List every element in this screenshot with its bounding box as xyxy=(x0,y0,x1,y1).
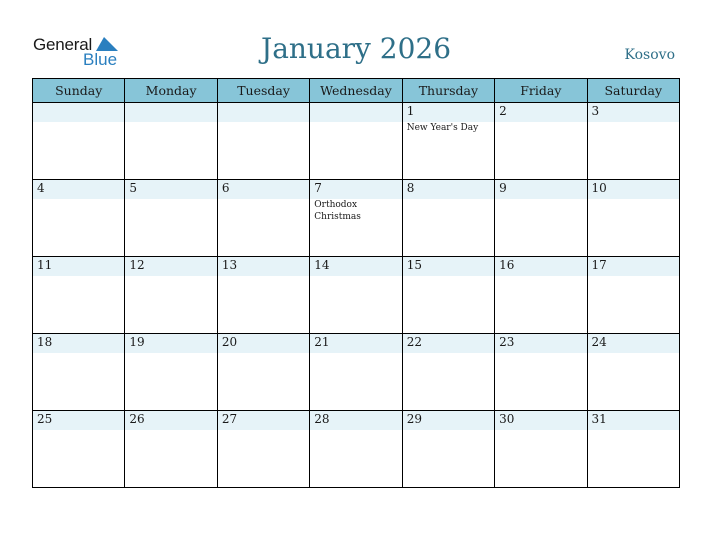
day-cell xyxy=(402,257,494,334)
day-number: 1 xyxy=(406,104,415,118)
day-number: 21 xyxy=(314,335,330,349)
calendar-title: January 2026 xyxy=(260,32,452,65)
day-cell xyxy=(402,411,494,488)
day-header-band xyxy=(218,180,309,199)
day-number: 23 xyxy=(499,335,515,349)
day-cell xyxy=(33,334,125,411)
day-number: 19 xyxy=(129,335,145,349)
day-cell xyxy=(125,180,217,257)
day-number: 5 xyxy=(129,181,138,195)
calendar-grid xyxy=(32,78,680,488)
day-number: 31 xyxy=(591,412,607,426)
day-number: 29 xyxy=(406,412,422,426)
weekday-thursday: Thursday xyxy=(402,79,494,103)
day-cell xyxy=(125,334,217,411)
holiday-label: New Year's Day xyxy=(406,123,479,133)
day-header-band xyxy=(310,180,401,199)
day-header-band xyxy=(33,180,124,199)
day-number: 2 xyxy=(499,104,507,118)
weekday-tuesday: Tuesday xyxy=(217,79,309,103)
day-cell xyxy=(217,180,309,257)
day-cell xyxy=(402,180,494,257)
week-row xyxy=(33,103,680,180)
day-cell xyxy=(587,411,679,488)
day-cell xyxy=(125,411,217,488)
day-cell xyxy=(495,257,587,334)
weekday-sunday: Sunday xyxy=(33,79,125,103)
day-number: 25 xyxy=(37,412,53,426)
weekday-wednesday: Wednesday xyxy=(310,79,402,103)
day-header-band xyxy=(403,103,494,122)
week-row xyxy=(33,411,680,488)
day-cell xyxy=(310,257,402,334)
day-header-band xyxy=(310,103,401,122)
day-header-band xyxy=(125,180,216,199)
day-header-band xyxy=(33,103,124,122)
day-cell xyxy=(587,334,679,411)
weekday-header-row xyxy=(33,79,680,103)
day-cell xyxy=(217,411,309,488)
day-cell xyxy=(310,334,402,411)
day-number: 7 xyxy=(314,181,322,195)
day-cell xyxy=(587,257,679,334)
day-number: 8 xyxy=(406,181,415,195)
day-number: 9 xyxy=(499,181,507,195)
day-cell xyxy=(33,257,125,334)
day-number: 13 xyxy=(221,258,238,272)
day-cell xyxy=(587,103,679,180)
day-number: 16 xyxy=(499,258,515,272)
day-cell xyxy=(495,411,587,488)
day-number: 27 xyxy=(221,412,238,426)
day-cell xyxy=(33,103,125,180)
day-header-band xyxy=(588,103,679,122)
day-number: 4 xyxy=(37,181,45,195)
day-header-band xyxy=(403,180,494,199)
day-number: 14 xyxy=(314,258,330,272)
day-number: 6 xyxy=(221,181,230,195)
day-cell xyxy=(33,180,125,257)
day-cell xyxy=(495,334,587,411)
day-number: 12 xyxy=(129,258,145,272)
day-cell xyxy=(33,411,125,488)
day-cell xyxy=(125,103,217,180)
day-header-band xyxy=(495,180,586,199)
day-cell xyxy=(217,103,309,180)
country-label: Kosovo xyxy=(624,47,675,63)
day-cell xyxy=(125,257,217,334)
week-row xyxy=(33,334,680,411)
week-row xyxy=(33,180,680,257)
logo-text-blue: Blue xyxy=(83,50,118,69)
day-cell xyxy=(310,180,402,257)
day-number: 3 xyxy=(591,104,600,118)
day-number: 11 xyxy=(37,258,53,272)
day-cell xyxy=(495,180,587,257)
day-header-band xyxy=(218,103,309,122)
day-number: 10 xyxy=(591,181,607,195)
day-cell xyxy=(310,411,402,488)
day-cell xyxy=(217,334,309,411)
weekday-friday: Friday xyxy=(495,79,587,103)
day-number: 22 xyxy=(406,335,422,349)
day-number: 28 xyxy=(314,412,330,426)
holiday-label: Orthodox Christmas xyxy=(314,200,361,222)
day-cell xyxy=(587,180,679,257)
day-number: 26 xyxy=(129,412,145,426)
day-number: 18 xyxy=(37,335,53,349)
day-number: 20 xyxy=(221,335,238,349)
day-number: 15 xyxy=(406,258,422,272)
day-number: 30 xyxy=(499,412,515,426)
day-header-band xyxy=(125,103,216,122)
day-cell xyxy=(402,103,494,180)
weekday-saturday: Saturday xyxy=(587,79,679,103)
day-number: 24 xyxy=(591,335,607,349)
day-cell xyxy=(310,103,402,180)
day-cell xyxy=(495,103,587,180)
day-number: 17 xyxy=(591,258,607,272)
day-cell xyxy=(217,257,309,334)
day-header-band xyxy=(495,103,586,122)
logo-text-general: General xyxy=(33,35,93,54)
weekday-monday: Monday xyxy=(125,79,217,103)
week-row xyxy=(33,257,680,334)
day-cell xyxy=(402,334,494,411)
